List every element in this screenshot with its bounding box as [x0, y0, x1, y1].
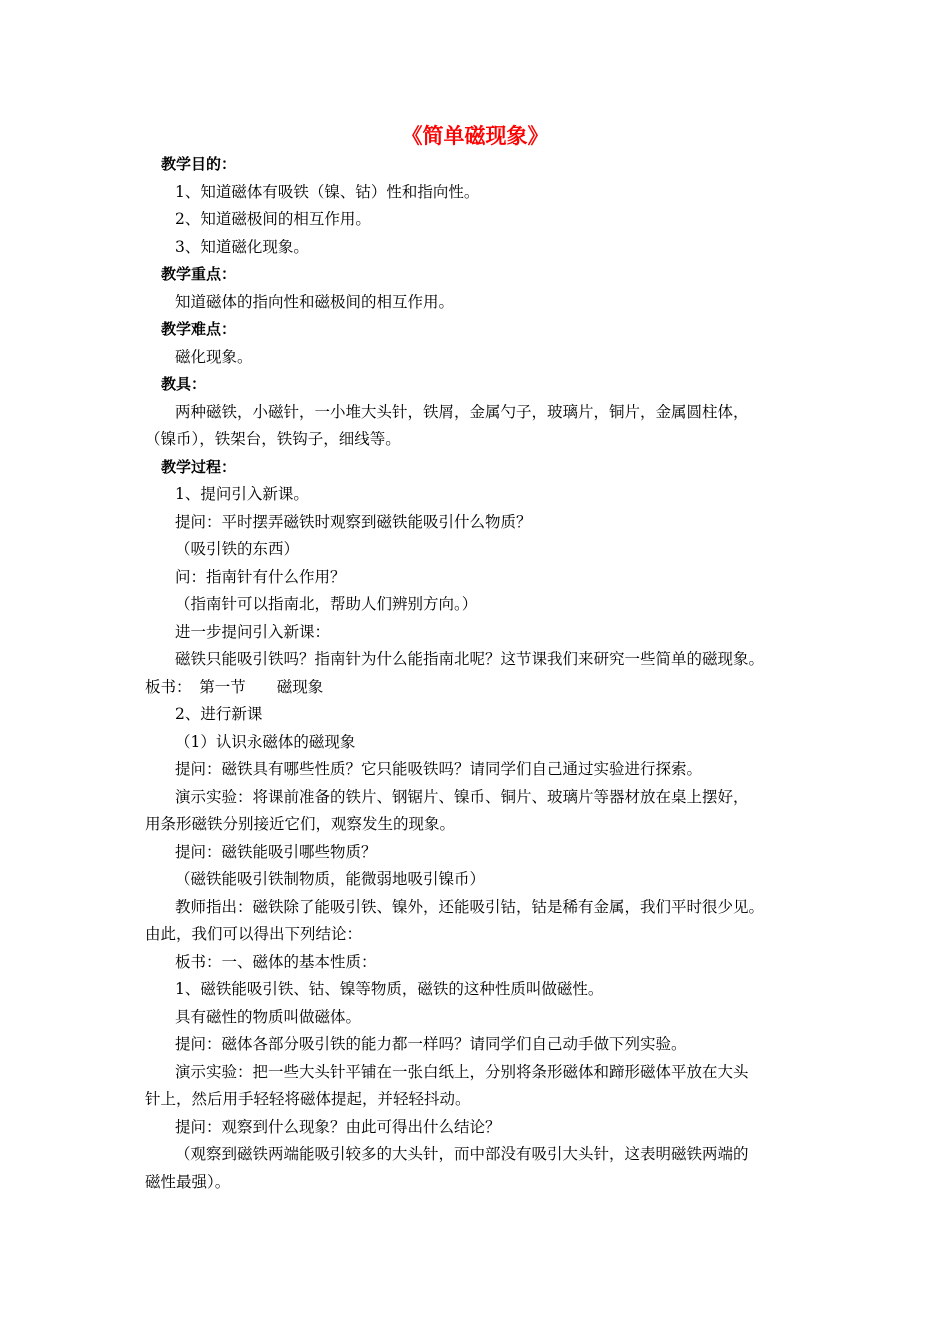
paragraph-line: 磁铁只能吸引铁吗？指南针为什么能指南北呢？这节课我们来研究一些简单的磁现象。: [175, 650, 765, 668]
paragraph-line: 知道磁体的指向性和磁极间的相互作用。: [175, 292, 455, 311]
paragraph-line: 演示实验：把一些大头针平铺在一张白纸上，分别将条形磁体和蹄形磁体平放在大头: [175, 1062, 749, 1081]
paragraph-line: 提问：磁体各部分吸引铁的能力都一样吗？请同学们自己动手做下列实验。: [175, 1035, 687, 1053]
paragraph-line: 进一步提问引入新课：: [175, 622, 331, 641]
paragraph-line: （磁铁能吸引铁制物质，能微弱地吸引镍币）: [175, 870, 486, 888]
paragraph-line: 由此，我们可以得出下列结论：: [145, 925, 363, 943]
section-heading: 教具：: [161, 375, 207, 393]
paragraph-line: 1、提问引入新课。: [175, 485, 309, 503]
section-heading: 教学难点：: [161, 320, 237, 338]
paragraph-line: 提问：磁铁能吸引哪些物质？: [175, 842, 377, 861]
paragraph-line: 1、知道磁体有吸铁（镍、钴）性和指向性。: [175, 182, 480, 201]
paragraph-line: 板书：一、磁体的基本性质：: [175, 952, 377, 971]
paragraph-line: （吸引铁的东西）: [175, 540, 300, 558]
paragraph-line: （镍币），铁架台，铁钩子，细线等。: [145, 430, 401, 448]
paragraph-line: 2、进行新课: [175, 705, 263, 723]
paragraph-line: 3、知道磁化现象。: [175, 237, 309, 256]
document-title: 《简单磁现象》: [401, 124, 549, 148]
paragraph-line: 两种磁铁，小磁针，一小堆大头针，铁屑，金属勺子，玻璃片，铜片，金属圆柱体，: [175, 402, 749, 421]
paragraph-line: 用条形磁铁分别接近它们，观察发生的现象。: [145, 815, 456, 833]
paragraph-line: （指南针可以指南北，帮助人们辨别方向。）: [175, 595, 478, 613]
paragraph-line: （观察到磁铁两端能吸引较多的大头针，而中部没有吸引大头针，这表明磁铁两端的: [175, 1145, 749, 1163]
paragraph-line: 提问：磁铁具有哪些性质？它只能吸铁吗？请同学们自己通过实验进行探索。: [175, 760, 703, 778]
paragraph-line: （1）认识永磁体的磁现象: [175, 732, 356, 751]
paragraph-line: 1、磁铁能吸引铁、钴、镍等物质，磁铁的这种性质叫做磁性。: [175, 980, 604, 998]
paragraph-line: 板书： 第一节 磁现象: [145, 677, 324, 696]
paragraph-line: 提问：平时摆弄磁铁时观察到磁铁能吸引什么物质？: [175, 512, 532, 531]
paragraph-line: 针上，然后用手轻轻将磁体提起，并轻轻抖动。: [145, 1090, 471, 1108]
paragraph-line: 2、知道磁极间的相互作用。: [175, 210, 371, 228]
section-heading: 教学重点：: [161, 265, 237, 283]
paragraph-line: 具有磁性的物质叫做磁体。: [175, 1007, 362, 1026]
paragraph-line: 演示实验：将课前准备的铁片、钢锯片、镍币、铜片、玻璃片等器材放在桌上摆好，: [175, 787, 749, 806]
document-body: [145, 151, 815, 1196]
section-heading: 教学目的：: [161, 155, 237, 173]
paragraph-line: 教师指出：磁铁除了能吸引铁、镍外，还能吸引钴，钴是稀有金属，我们平时很少见。: [175, 897, 765, 916]
paragraph-line: 磁性最强）。: [145, 1172, 231, 1191]
paragraph-line: 磁化现象。: [175, 347, 253, 366]
paragraph-line: 提问：观察到什么现象？由此可得出什么结论？: [175, 1117, 501, 1136]
paragraph-line: 问：指南针有什么作用？: [175, 567, 346, 586]
section-heading: 教学过程：: [161, 457, 237, 476]
